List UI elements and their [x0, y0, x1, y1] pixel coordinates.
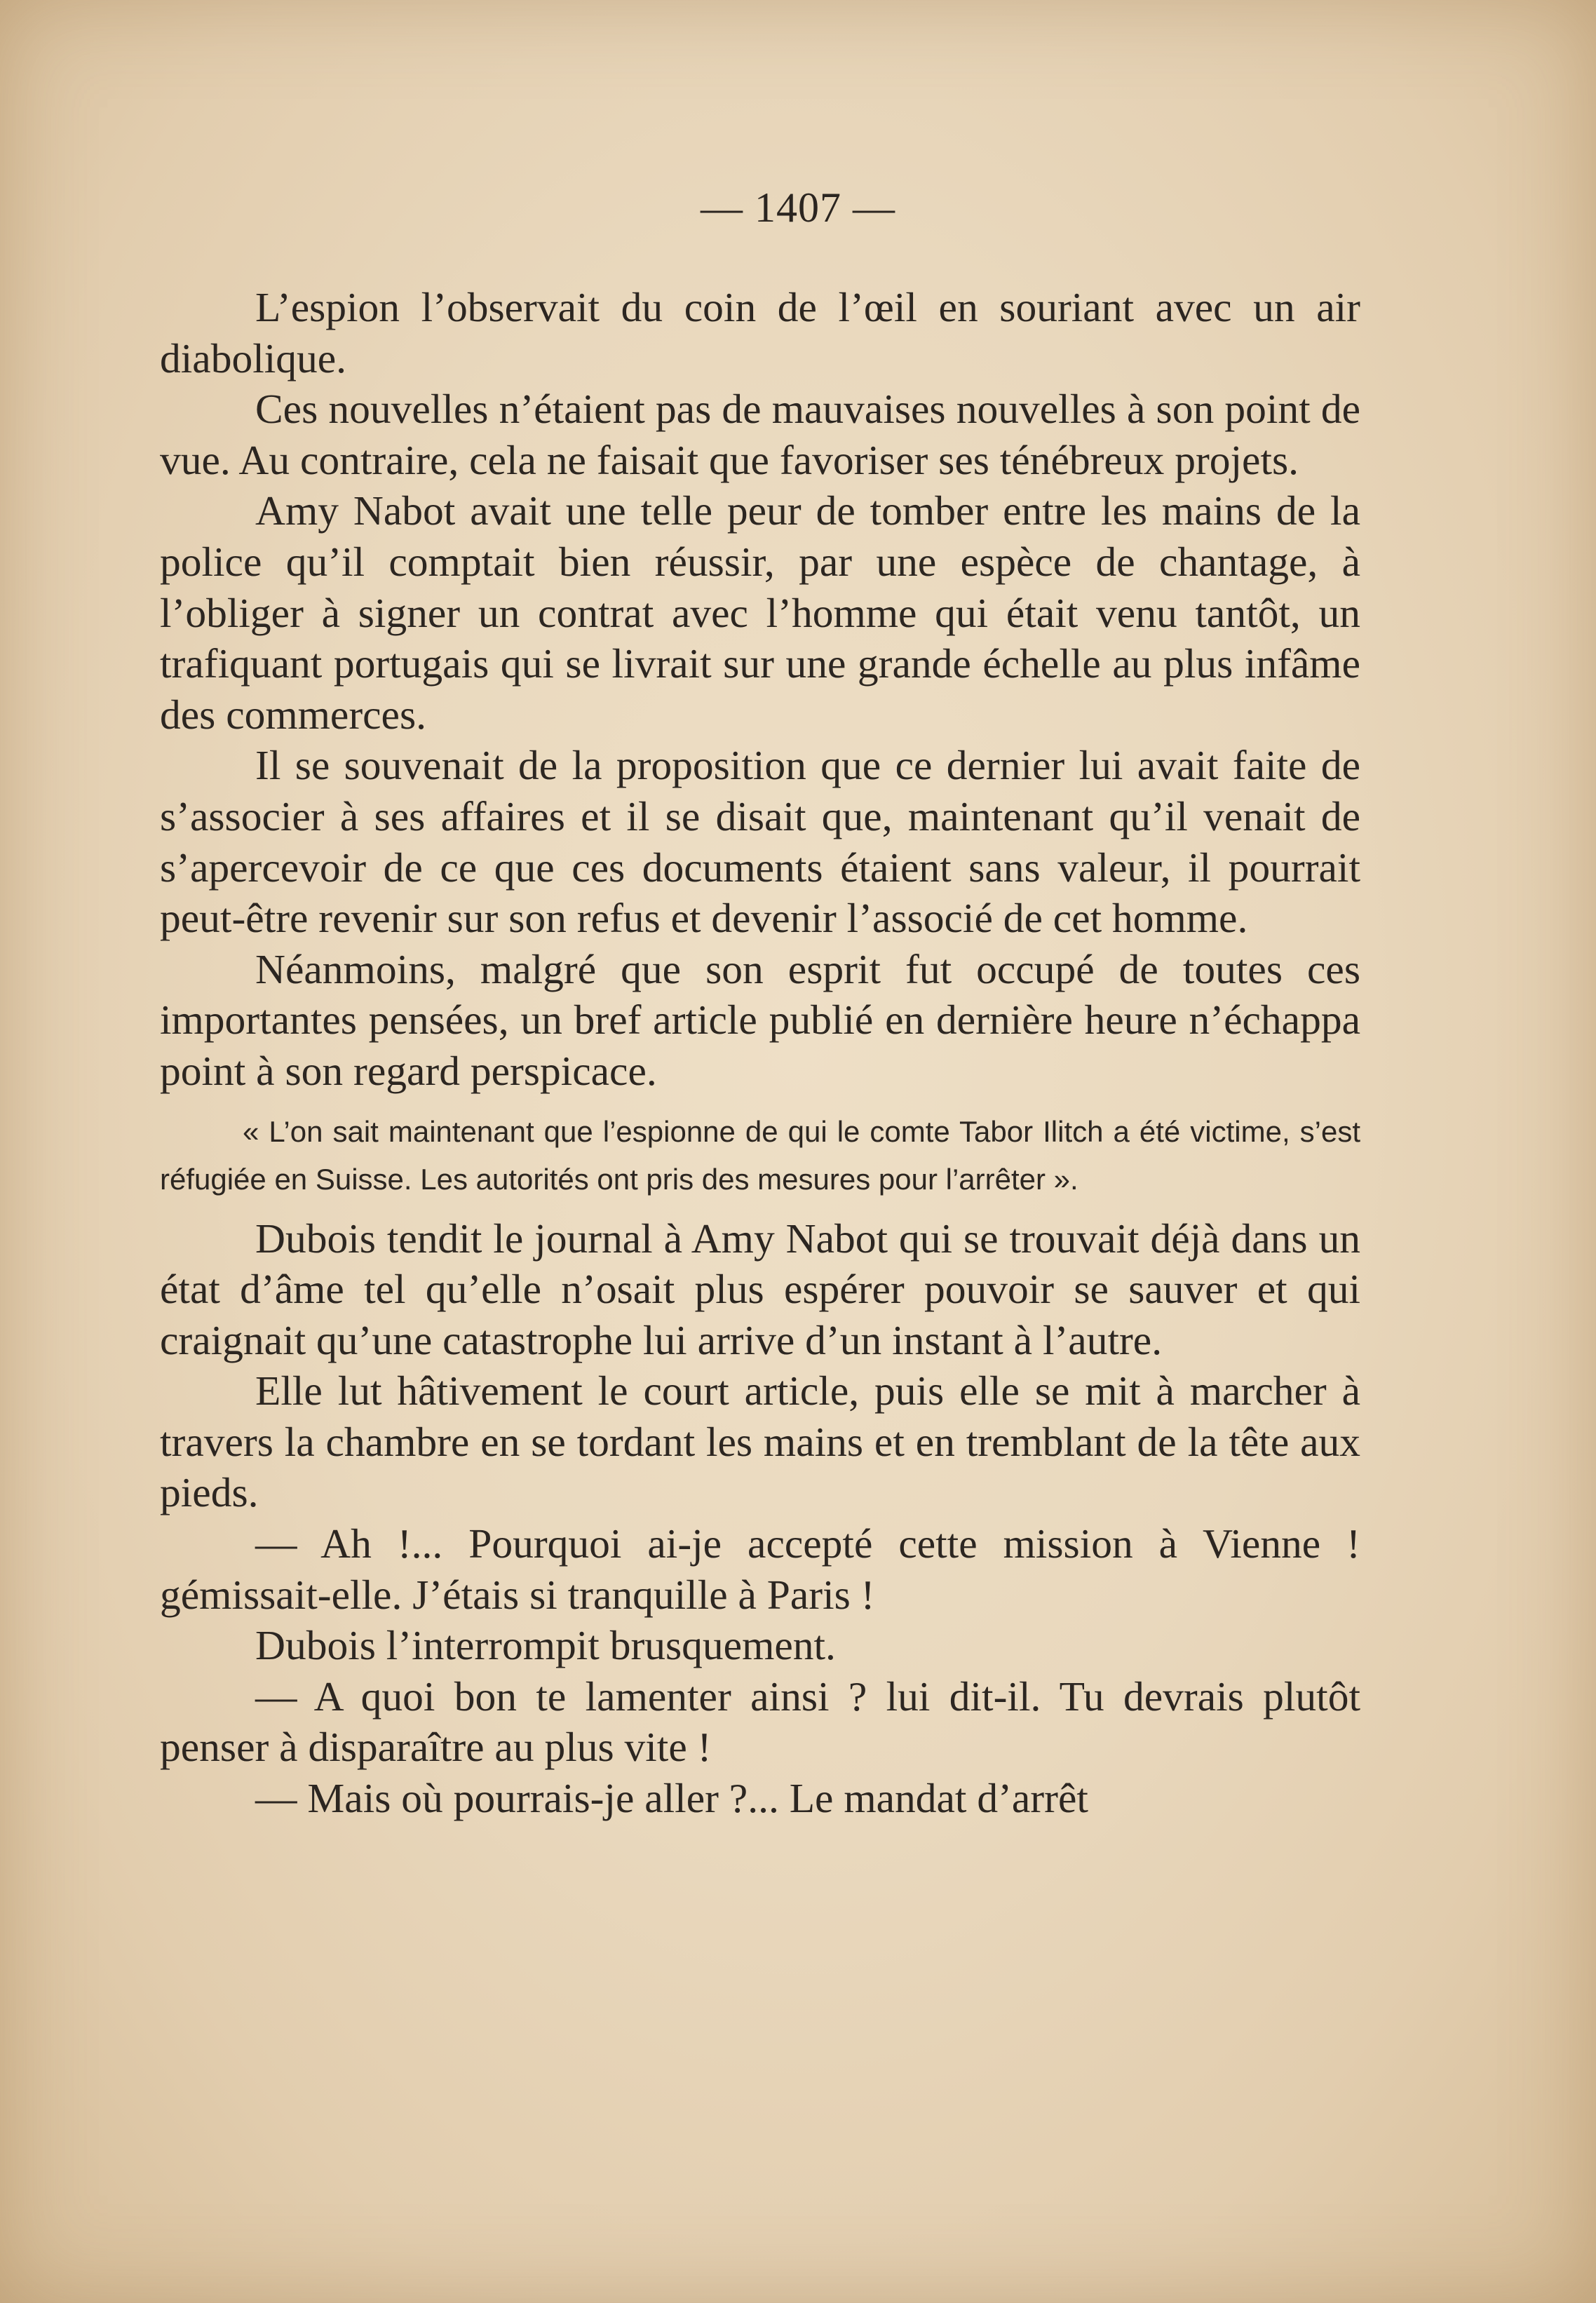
newspaper-quote: « L’on sait maintenant que l’espionne de qui le comte Tabor Ilitch a été victime, s’est réfugiée en Suisse. Les autorités ont pris des mesures pour l’arrêter ». — [160, 1114, 1360, 1196]
dialogue-line: — Ah !... Pourquoi ai-je accepté cette mission à Vienne ! gémissait-elle. J’étais si tranquille à Paris ! — [160, 1520, 1360, 1618]
paragraph: Néanmoins, malgré que son esprit fut occupé de toutes ces importantes pensées, un bref article publié en dernière heure n’échappa point à son regard perspicace. — [160, 945, 1360, 1094]
dialogue-line: — A quoi bon te lamenter ainsi ? lui dit-il. Tu devrais plutôt penser à disparaître au plus vite ! — [160, 1673, 1360, 1771]
paragraph: Dubois tendit le journal à Amy Nabot qui se trouvait déjà dans un état d’âme tel qu’elle n’osait plus espérer pouvoir se sauver et qui craignait qu’une catastrophe lui arrive d’un instant à l’autre. — [160, 1215, 1360, 1363]
paragraph: Ces nouvelles n’étaient pas de mauvaises nouvelles à son point de vue. Au contraire, cela ne faisait que favoriser ses ténébreux projets. — [160, 386, 1360, 483]
paragraph: Amy Nabot avait une telle peur de tomber entre les mains de la police qu’il comptait bien réussir, par une espèce de chantage, à l’obliger à signer un contrat avec l’homme qui était venu tantôt, un trafiquant portugais qui se livrait sur une grande échelle au plus infâme des commerces. — [160, 487, 1360, 738]
paragraph: L’espion l’observait du coin de l’œil en souriant avec un air diabolique. — [160, 284, 1360, 381]
dialogue-line: — Mais où pourrais-je aller ?... Le mandat d’arrêt — [255, 1775, 1088, 1822]
paragraph: Elle lut hâtivement le court article, puis elle se mit à marcher à travers la chambre en se tordant les mains et en tremblant de la tête aux pieds. — [160, 1367, 1360, 1516]
page-number: — 1407 — — [701, 184, 895, 231]
body-text — [160, 282, 1360, 1824]
paragraph: Dubois l’interrompit brusquement. — [255, 1622, 836, 1669]
paragraph: Il se souvenait de la proposition que ce dernier lui avait faite de s’associer à ses affaires et il se disait que, maintenant qu’il venait de s’apercevoir de ce que ces documents étaient sans valeur, il pourrait peut-être revenir sur son refus et devenir l’associé de cet homme. — [160, 742, 1360, 942]
